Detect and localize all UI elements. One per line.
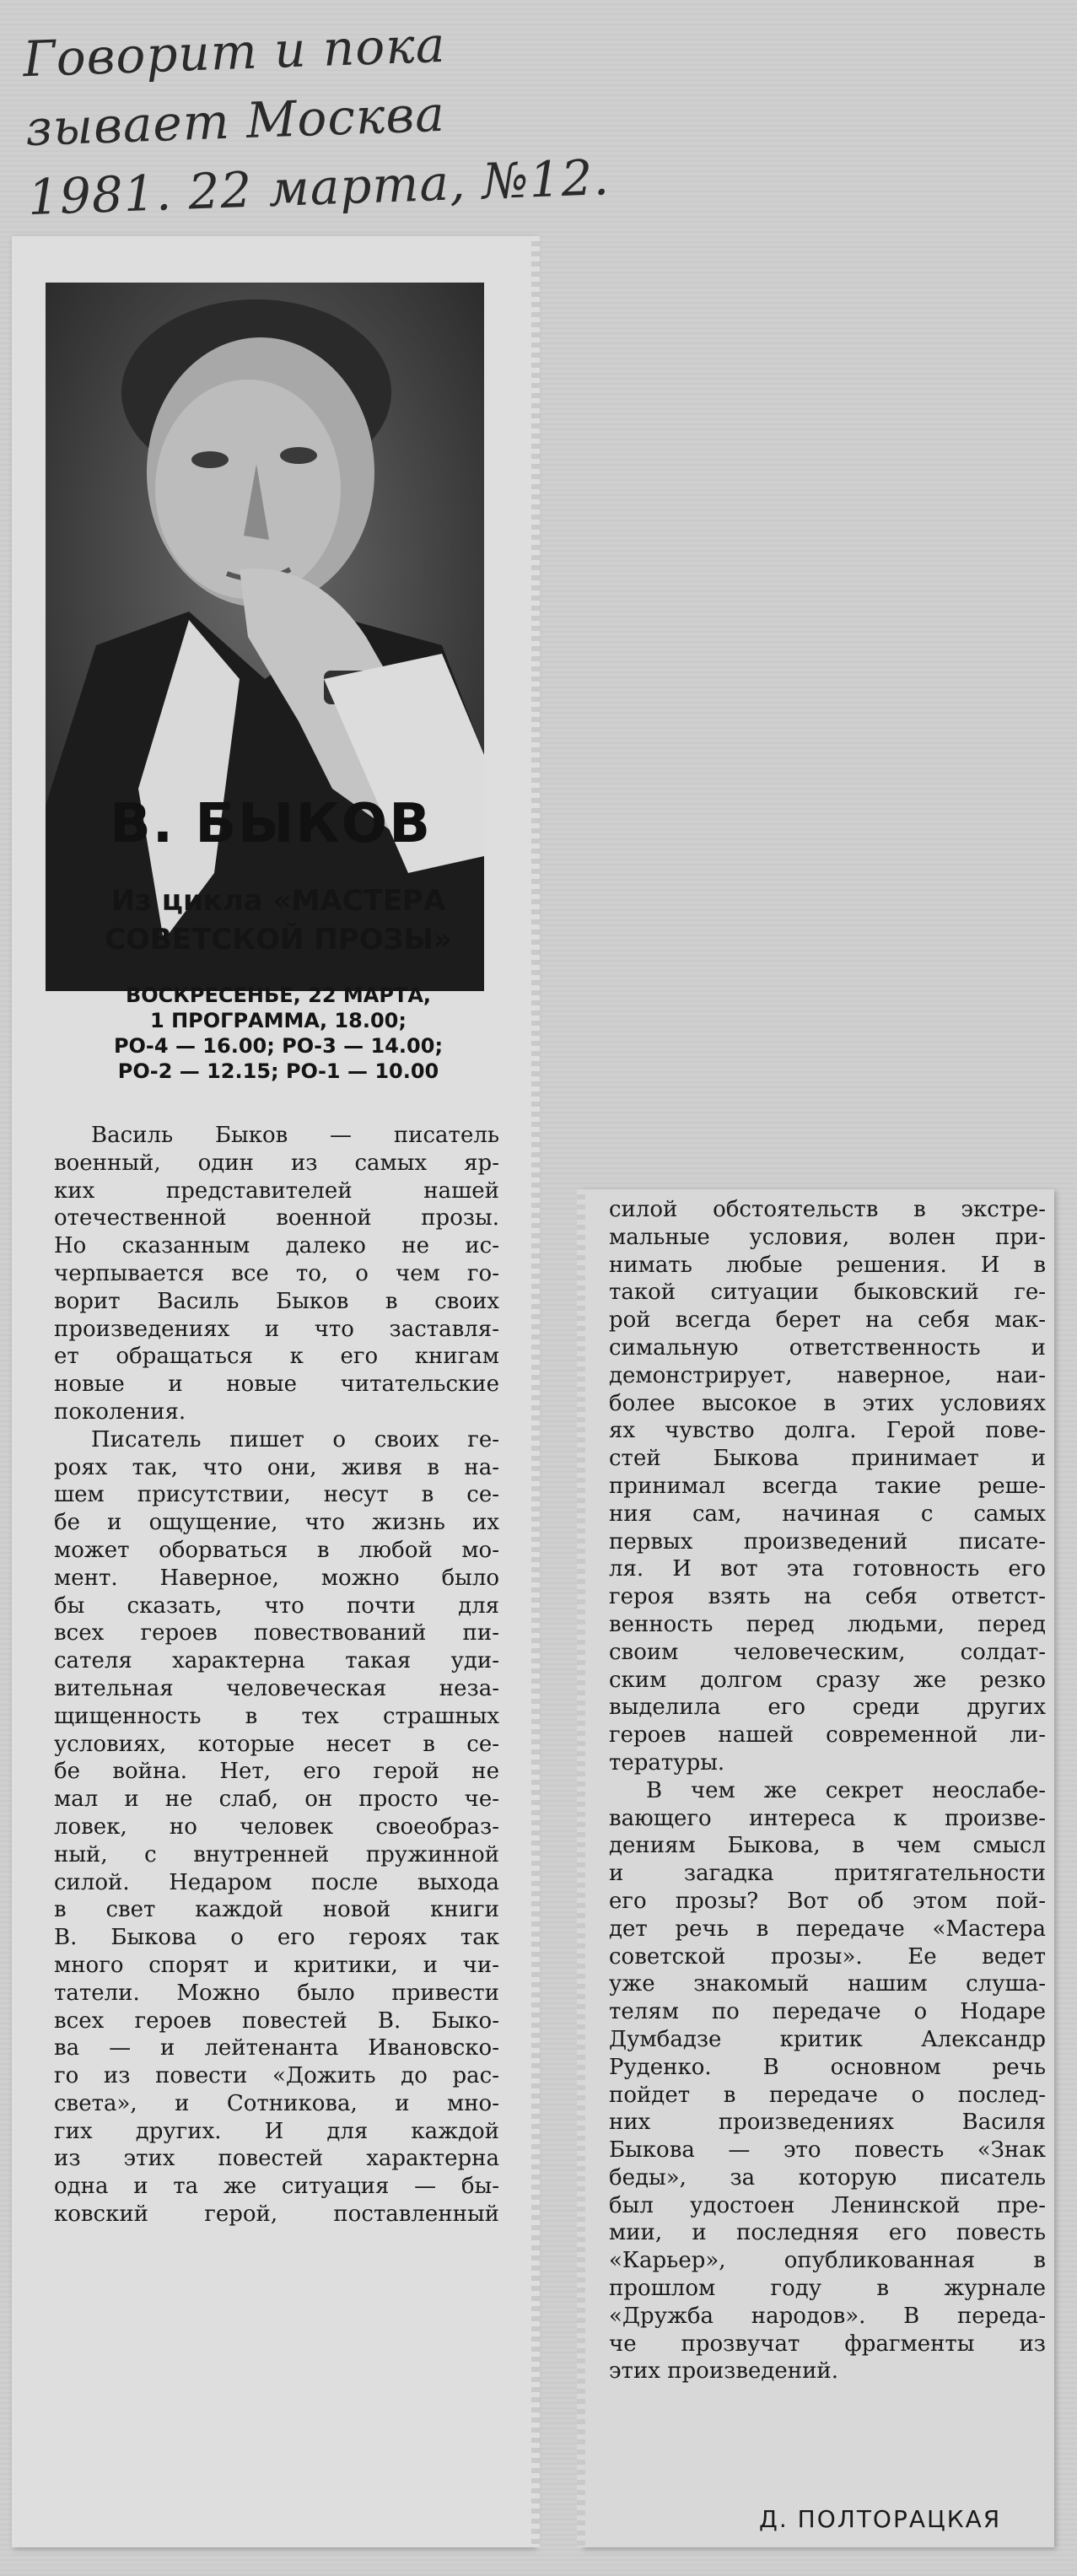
broadcast-schedule: [76, 983, 481, 1084]
text-line: демонстрирует, наверное, наи-: [609, 1362, 1046, 1388]
text-line: них произведениях Василя: [609, 2110, 1046, 2136]
text-line: силой. Недаром после выхода: [54, 1869, 499, 1895]
text-line: ля. И вот эта готовность его: [609, 1556, 1046, 1582]
article-headline: В. БЫКОВ: [110, 793, 432, 855]
schedule-line: ВОСКРЕСЕНЬЕ, 22 МАРТА,: [125, 984, 432, 1007]
text-line: одна и та же ситуация — бы-: [54, 2174, 499, 2200]
text-line: нимать любые решения. И в: [609, 1252, 1046, 1278]
text-line: всех героев повестей В. Быко-: [54, 2007, 499, 2034]
text-line: го из повести «Дожить до рас-: [54, 2063, 499, 2089]
text-line: первых произведений писате-: [609, 1528, 1046, 1555]
text-line: ковский герой, поставленный: [54, 2201, 499, 2228]
text-line: Писатель пишет о своих ге-: [91, 1426, 499, 1452]
text-line: тературы.: [609, 1749, 725, 1776]
text-line: ским долгом сразу же резко: [609, 1667, 1046, 1693]
schedule-line: РО-2 — 12.15; РО-1 — 10.00: [117, 1059, 439, 1083]
text-line: отечественной военной прозы.: [54, 1205, 499, 1231]
text-line: ет обращаться к его книгам: [54, 1344, 499, 1370]
text-line: прошлом году в журнале: [609, 2276, 1046, 2302]
schedule-line: 1 ПРОГРАММА, 18.00;: [150, 1009, 407, 1032]
subhead-line: Из цикла «МАСТЕРА: [110, 884, 446, 918]
text-line: стей Быкова принимает и: [609, 1446, 1046, 1472]
text-line: условиях, которые несет в се-: [54, 1731, 499, 1757]
article-subhead: [59, 881, 498, 959]
author-signature: Д. ПОЛТОРАЦКАЯ: [759, 2505, 1002, 2533]
text-line: и загадка притягательности: [609, 1861, 1046, 1887]
text-line: Но сказанным далеко не ис-: [54, 1233, 499, 1259]
torn-edge: [577, 1189, 585, 2547]
text-line: телям по передаче о Нодаре: [609, 1999, 1046, 2025]
handwritten-line: 1981. 22 марта, №12.: [26, 148, 611, 227]
text-line: дениям Быкова, в чем смысл: [609, 1833, 1046, 1859]
handwritten-line: зывает Москва: [24, 84, 446, 158]
text-line: поколения.: [54, 1398, 186, 1425]
handwritten-note: [22, 6, 611, 232]
text-line: всех героев повествований пи-: [54, 1620, 499, 1646]
text-line: своим человеческим, солдат-: [609, 1639, 1046, 1665]
text-line: военный, один из самых яр-: [54, 1150, 499, 1176]
text-line: мии, и последняя его повесть: [609, 2220, 1046, 2246]
text-line: мал и не слаб, он просто че-: [54, 1786, 499, 1813]
text-line: выделила его среди других: [609, 1695, 1046, 1721]
text-line: Василь Быков — писатель: [91, 1123, 499, 1148]
text-line: вающего интереса к произве-: [609, 1805, 1046, 1831]
text-line: гих других. И для каждой: [54, 2118, 499, 2144]
text-line: че прозвучат фрагменты из: [609, 2331, 1046, 2357]
text-line: мент. Наверное, можно было: [54, 1565, 499, 1591]
text-line: рой всегда берет на себя мак-: [609, 1307, 1046, 1334]
text-line: ва — и лейтенанта Ивановско-: [54, 2035, 499, 2061]
text-line: его прозы? Вот об этом пой-: [609, 1888, 1046, 1914]
torn-edge: [531, 236, 540, 2547]
text-line: дет речь в передаче «Мастера: [609, 1916, 1046, 1942]
text-line: героев нашей современной ли-: [609, 1722, 1046, 1749]
text-line: произведениях и что заставля-: [54, 1316, 499, 1342]
text-line: может оборваться в любой мо-: [54, 1537, 499, 1563]
text-line: бы сказать, что почти для: [54, 1592, 499, 1619]
text-line: пойдет в передаче о послед-: [609, 2082, 1046, 2108]
text-line: в свет каждой новой книги: [54, 1897, 499, 1923]
text-line: «Дружба народов». В переда-: [609, 2303, 1046, 2329]
text-line: венность перед людьми, перед: [609, 1611, 1046, 1637]
text-line: бе война. Нет, его герой не: [54, 1759, 499, 1785]
text-line: силой обстоятельств в экстре-: [609, 1197, 1046, 1222]
text-line: ких представителей нашей: [54, 1178, 499, 1204]
text-line: уже знакомый нашим слуша-: [609, 1971, 1046, 1997]
article-column-left: [54, 1122, 499, 2228]
text-line: героя взять на себя ответст-: [609, 1584, 1046, 1610]
text-line: такой ситуации быковский ге-: [609, 1280, 1046, 1306]
text-line: ворит Василь Быков в своих: [54, 1288, 499, 1314]
text-line: был удостоен Ленинской пре-: [609, 2192, 1046, 2218]
text-line: ния сам, начиная с самых: [609, 1501, 1046, 1527]
text-line: этих произведений.: [609, 2358, 839, 2385]
text-line: мальные условия, волен при-: [609, 1224, 1046, 1250]
text-line: бе и ощущение, что жизнь их: [54, 1510, 499, 1536]
subhead-line: СОВЕТСКОЙ ПРОЗЫ»: [105, 923, 452, 957]
text-line: роях так, что они, живя в на-: [54, 1454, 499, 1480]
text-line: «Карьер», опубликованная в: [609, 2248, 1046, 2274]
article-column-right: [609, 1196, 1046, 2385]
text-line: Руденко. В основном речь: [609, 2054, 1046, 2080]
text-line: из этих повестей характерна: [54, 2146, 499, 2172]
text-line: ный, с внутренней пружинной: [54, 1841, 499, 1867]
text-line: новые и новые читательские: [54, 1372, 499, 1398]
text-line: сателя характерна такая уди-: [54, 1648, 499, 1674]
text-line: принимал всегда такие реше-: [609, 1473, 1046, 1499]
text-line: Думбадзе критик Александр: [609, 2026, 1046, 2052]
text-line: симальную ответственность и: [609, 1334, 1046, 1361]
text-line: более высокое в этих условиях: [609, 1390, 1046, 1416]
text-line: света», и Сотникова, и мно-: [54, 2090, 499, 2116]
text-line: ях чувство долга. Герой пове-: [609, 1418, 1046, 1444]
schedule-line: РО-4 — 16.00; РО-3 — 14.00;: [113, 1034, 444, 1058]
handwritten-line: Говорит и пока: [22, 15, 447, 89]
text-line: Быкова — это повесть «Знак: [609, 2137, 1046, 2164]
text-line: много спорят и критики, и чи-: [54, 1952, 499, 1978]
text-line: советской прозы». Ее ведет: [609, 1943, 1046, 1970]
text-line: В. Быкова о его героях так: [54, 1925, 499, 1951]
text-line: шем присутствии, несут в се-: [54, 1482, 499, 1508]
text-line: татели. Можно было привести: [54, 1980, 499, 2006]
text-line: вительная человеческая неза-: [54, 1675, 499, 1701]
text-line: В чем же секрет неослабе-: [646, 1777, 1046, 1803]
text-line: беды», за которую писатель: [609, 2164, 1046, 2191]
text-line: черпывается все то, о чем го-: [54, 1260, 499, 1286]
text-line: щищенность в тех страшных: [54, 1703, 499, 1729]
text-line: ловек, но человек своеобраз-: [54, 1813, 499, 1840]
